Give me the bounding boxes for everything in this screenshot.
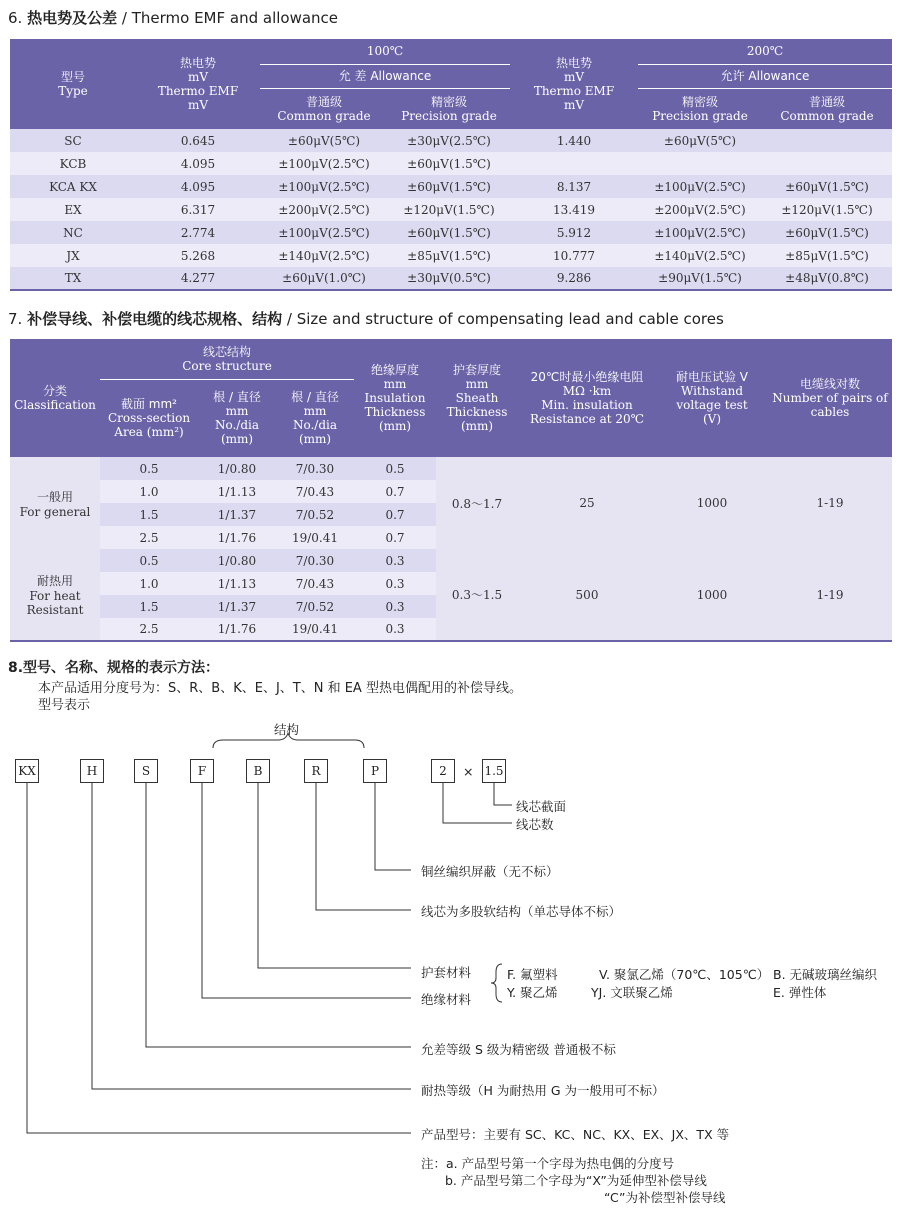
header-sheath: 护套厚度 mm Sheath Thickness (mm) [436,339,518,457]
cell-type: NC [10,221,136,244]
times-sign: × [463,764,474,779]
cell-common100: ±200μV(2.5℃) [260,198,388,221]
cell-nd2: 19/0.41 [276,526,354,549]
cell-class-heat: 耐热用 For heat Resistant [10,549,100,641]
section8-title: 8.型号、名称、规格的表示方法： [8,660,220,676]
cell-resistance: 25 [518,457,656,549]
cell-area: 2.5 [100,526,198,549]
header-area: 截面 mm² Cross-section Area (mm²) [100,379,198,457]
cell-common100: ±140μV(2.5℃) [260,244,388,267]
cell-common100: ±60μV(5℃) [260,129,388,152]
cell-resistance: 500 [518,549,656,641]
cell-emf100: 2.774 [136,221,260,244]
header-pairs: 电缆线对数 Number of pairs of cables [768,339,892,457]
cell-area: 1.5 [100,595,198,618]
cell-emf200: 10.777 [510,244,638,267]
header-200c: 200℃ [638,39,892,64]
material-e: E. 弹性体 [773,985,827,1000]
material-b: B. 无碱玻璃丝编织 [773,967,878,982]
label-tolerance: 允差等级 S 级为精密级 普通极不标 [421,1042,616,1057]
cell-nd2: 19/0.41 [276,618,354,641]
cell-nd2: 7/0.52 [276,503,354,526]
section7-title-en: / Size and structure of compensating lead and cable cores [286,310,724,328]
cell-class-general: 一般用 For general [10,457,100,549]
cell-prec200: ±90μV(1.5℃) [638,267,762,290]
header-resistance: 20℃时最小绝缘电阻 MΩ ·km Min. insulation Resistance at 20℃ [518,339,656,457]
cell-type: KCA KX [10,175,136,198]
cell-nd2: 7/0.30 [276,457,354,480]
cell-emf100: 4.095 [136,175,260,198]
cell-nd1: 1/1.13 [198,480,276,503]
label-multi-strand: 线芯为多股软结构（单芯导体不标） [421,904,622,919]
section7-number: 7. [8,310,23,328]
cell-nd2: 7/0.52 [276,595,354,618]
section7-title-cn: 补偿导线、补偿电缆的线芯规格、结构 [27,310,283,328]
cell-nd1: 1/1.13 [198,572,276,595]
cell-common200: ±48μV(0.8℃) [762,267,892,290]
label-core-count: 线芯数 [516,817,554,832]
header-classification: 分类 Classification [10,339,100,457]
cell-prec100: ±60μV(1.5℃) [388,175,510,198]
cell-common200: ±85μV(1.5℃) [762,244,892,267]
model-box-h: H [80,759,104,783]
cell-area: 1.0 [100,480,198,503]
model-box-p: P [363,759,387,783]
cell-type: JX [10,244,136,267]
cell-voltage: 1000 [656,457,768,549]
material-f: F. 氟塑料 [507,967,558,982]
cell-prec100: ±85μV(1.5℃) [388,244,510,267]
cell-voltage: 1000 [656,549,768,641]
header-precision-200: 精密级 Precision grade [638,88,762,129]
cell-emf200: 13.419 [510,198,638,221]
cell-nd2: 7/0.43 [276,572,354,595]
cell-prec100: ±60μV(1.5℃) [388,221,510,244]
cell-area: 0.5 [100,457,198,480]
cell-ins: 0.7 [354,503,436,526]
cell-type: KCB [10,152,136,175]
label-heat-grade: 耐热等级（H 为耐热用 G 为一般用可不标） [421,1083,665,1098]
cell-emf100: 4.095 [136,152,260,175]
cell-nd2: 7/0.30 [276,549,354,572]
cell-area: 1.0 [100,572,198,595]
cell-common200: ±60μV(1.5℃) [762,175,892,198]
cell-nd1: 1/1.37 [198,503,276,526]
cell-emf200: 5.912 [510,221,638,244]
header-allowance-200: 允许 Allowance [638,64,892,88]
header-common-200: 普通级 Common grade [762,88,892,129]
section6-number: 6. [8,9,23,27]
cell-emf200: 1.440 [510,129,638,152]
header-type: 型号 Type [10,39,136,129]
cell-common100: ±60μV(1.0℃) [260,267,388,290]
cell-sheath: 0.3～1.5 [436,549,518,641]
cell-nd1: 1/1.76 [198,618,276,641]
material-y: Y. 聚乙烯 [507,985,558,1000]
model-box-kx: KX [15,759,39,783]
header-common-100: 普通级 Common grade [260,88,388,129]
cell-common200: ±120μV(1.5℃) [762,198,892,221]
label-insulation-material: 绝缘材料 [421,992,472,1007]
cell-pairs: 1-19 [768,549,892,641]
model-box-f: F [190,759,214,783]
material-yj: YJ. 文联聚乙烯 [591,985,673,1000]
header-100c: 100℃ [260,39,510,64]
cell-common100: ±100μV(2.5℃) [260,221,388,244]
cell-prec200: ±100μV(2.5℃) [638,175,762,198]
header-voltage: 耐电压试验 V Withstand voltage test (V) [656,339,768,457]
cell-sheath: 0.8～1.7 [436,457,518,549]
cell-ins: 0.3 [354,572,436,595]
model-box-r: R [304,759,328,783]
cell-prec100: ±60μV(1.5℃) [388,152,510,175]
note-a: 注：a. 产品型号第一个字母为热电偶的分度号 [421,1156,675,1171]
section8-model-label: 型号表示 [38,698,91,713]
cell-emf100: 4.277 [136,267,260,290]
cell-common200: ±60μV(1.5℃) [762,221,892,244]
cell-pairs: 1-19 [768,457,892,549]
cell-ins: 0.5 [354,457,436,480]
cell-prec100: ±30μV(0.5℃) [388,267,510,290]
section6-title-en: / Thermo EMF and allowance [121,9,339,27]
cell-nd1: 1/0.80 [198,457,276,480]
label-shield: 铜丝编织屏蔽（无不标） [421,864,559,879]
model-box-core-count: 2 [431,759,455,783]
section8-intro: 本产品适用分度号为：S、R、B、K、E、J、T、N 和 EA 型热电偶配用的补偿导线。 [38,681,522,696]
cell-prec100: ±30μV(2.5℃) [388,129,510,152]
header-allowance-100: 允 差 Allowance [260,64,510,88]
note-b: b. 产品型号第二个字母为“X”为延伸型补偿导线 [445,1173,707,1188]
cell-prec200: ±200μV(2.5℃) [638,198,762,221]
label-sheath-material: 护套材料 [421,965,472,980]
cell-prec200: ±140μV(2.5℃) [638,244,762,267]
cell-ins: 0.3 [354,595,436,618]
cell-area: 2.5 [100,618,198,641]
cell-emf200: 9.286 [510,267,638,290]
cell-emf100: 0.645 [136,129,260,152]
cell-ins: 0.7 [354,480,436,503]
cell-type: SC [10,129,136,152]
cell-ins: 0.3 [354,549,436,572]
label-product-model: 产品型号：主要有 SC、KC、NC、KX、EX、JX、TX 等 [421,1127,730,1142]
note-c: “C”为补偿型补偿导线 [604,1190,726,1205]
cell-nd1: 1/1.37 [198,595,276,618]
label-core-area: 线芯截面 [516,799,567,814]
cell-nd1: 1/1.76 [198,526,276,549]
cell-emf100: 6.317 [136,198,260,221]
header-no-dia-2: 根 / 直径 mm No./dia (mm) [276,379,354,457]
cell-ins: 0.3 [354,618,436,641]
header-insulation: 绝缘厚度 mm Insulation Thickness (mm) [354,339,436,457]
header-emf-100: 热电势 mV Thermo EMF mV [136,39,260,129]
cell-area: 1.5 [100,503,198,526]
cell-emf100: 5.268 [136,244,260,267]
material-v: V. 聚氯乙烯（70℃、105℃） [599,967,770,982]
header-precision-100: 精密级 Precision grade [388,88,510,129]
cell-type: TX [10,267,136,290]
model-box-s: S [134,759,158,783]
header-no-dia-1: 根 / 直径 mm No./dia (mm) [198,379,276,457]
section6-title-cn: 热电势及公差 [27,9,118,27]
header-core-structure: 线芯结构 Core structure [100,339,354,379]
cell-common100: ±100μV(2.5℃) [260,152,388,175]
cell-common100: ±100μV(2.5℃) [260,175,388,198]
structure-label: 结构 [274,722,300,737]
header-emf-200: 热电势 mV Thermo EMF mV [510,39,638,129]
cell-prec200: ±100μV(2.5℃) [638,221,762,244]
cell-nd2: 7/0.43 [276,480,354,503]
cell-nd1: 1/0.80 [198,549,276,572]
cell-prec200: ±60μV(5℃) [638,129,762,152]
cell-type: EX [10,198,136,221]
model-box-b: B [246,759,270,783]
cell-emf200: 8.137 [510,175,638,198]
cell-prec100: ±120μV(1.5℃) [388,198,510,221]
cell-ins: 0.7 [354,526,436,549]
cell-area: 0.5 [100,549,198,572]
model-box-core-area: 1.5 [482,759,506,783]
